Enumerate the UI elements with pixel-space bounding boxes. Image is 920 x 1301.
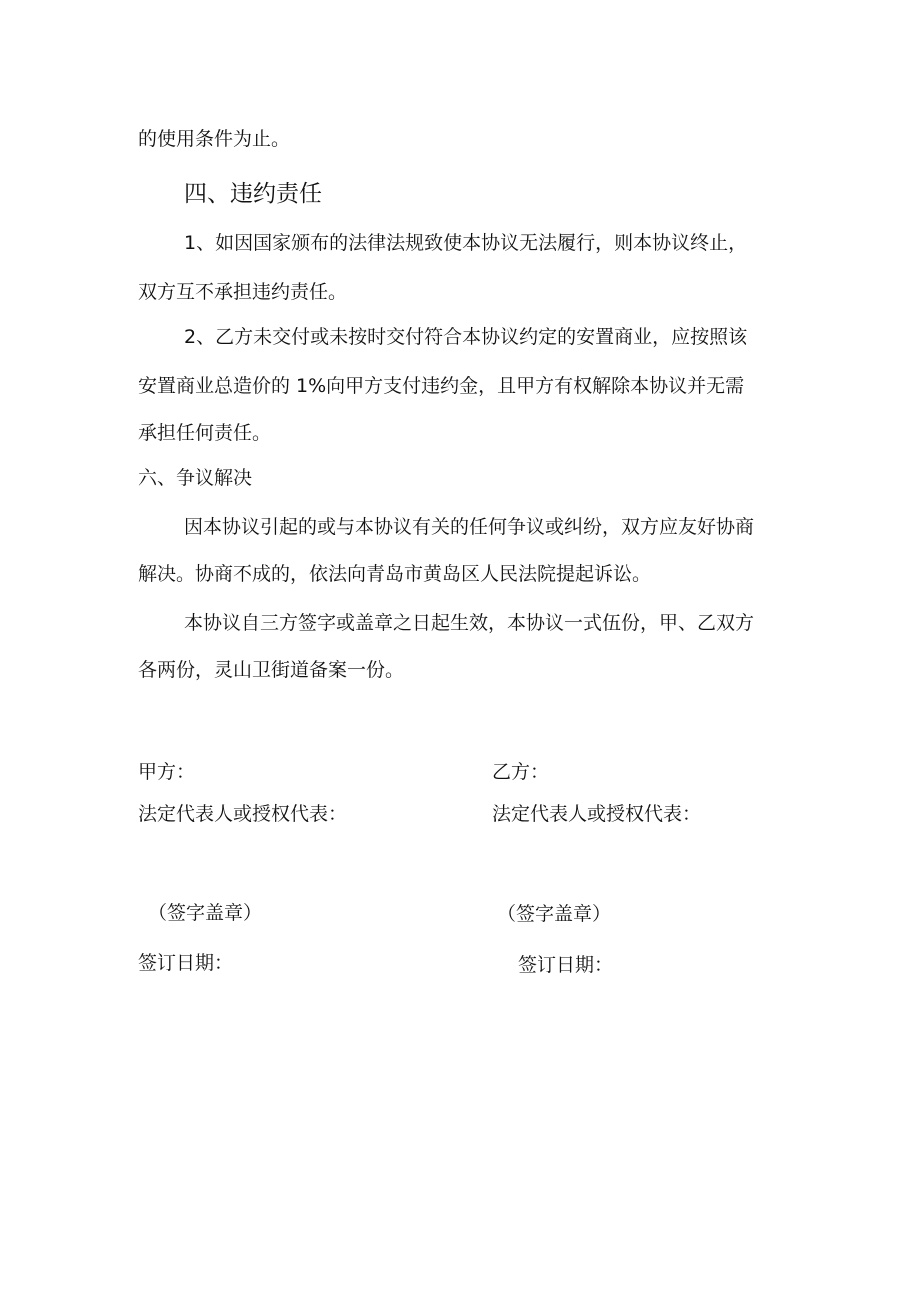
section-four-item1-line2: 双方互不承担违约责任。 xyxy=(138,281,348,303)
party-b-label: 乙方： xyxy=(492,761,550,783)
section-four-heading: 四、违约责任 xyxy=(184,181,322,207)
party-a-representative-label: 法定代表人或授权代表： xyxy=(138,803,348,825)
section-six-para-line2: 解决。协商不成的，依法向青岛市黄岛区人民法院提起诉讼。 xyxy=(138,563,652,585)
party-b-representative-label: 法定代表人或授权代表： xyxy=(492,803,702,825)
section-four-item2-line2: 安置商业总造价的 1%向甲方支付违约金，且甲方有权解除本协议并无需 xyxy=(138,375,745,397)
party-b-date-label: 签订日期： xyxy=(518,954,614,976)
continuation-line: 的使用条件为止。 xyxy=(138,128,291,150)
section-six-para-line1: 因本协议引起的或与本协议有关的任何争议或纠纷，双方应友好协商 xyxy=(184,516,755,538)
effect-line1: 本协议自三方签字或盖章之日起生效，本协议一式伍份，甲、乙双方 xyxy=(184,612,755,634)
section-four-item1-line1: 1、如因国家颁布的法律法规致使本协议无法履行，则本协议终止， xyxy=(184,232,748,254)
section-six-heading: 六、争议解决 xyxy=(138,467,253,489)
party-a-seal-label: （签字盖章） xyxy=(148,902,263,924)
effect-line2: 各两份，灵山卫街道备案一份。 xyxy=(138,659,405,681)
section-four-item2-line3: 承担任何责任。 xyxy=(138,422,272,444)
party-a-label: 甲方： xyxy=(138,761,196,783)
section-four-item2-line1: 2、乙方未交付或未按时交付符合本协议约定的安置商业，应按照该 xyxy=(184,326,748,348)
party-b-seal-label: （签字盖章） xyxy=(497,903,612,925)
party-a-date-label: 签订日期： xyxy=(138,952,234,974)
